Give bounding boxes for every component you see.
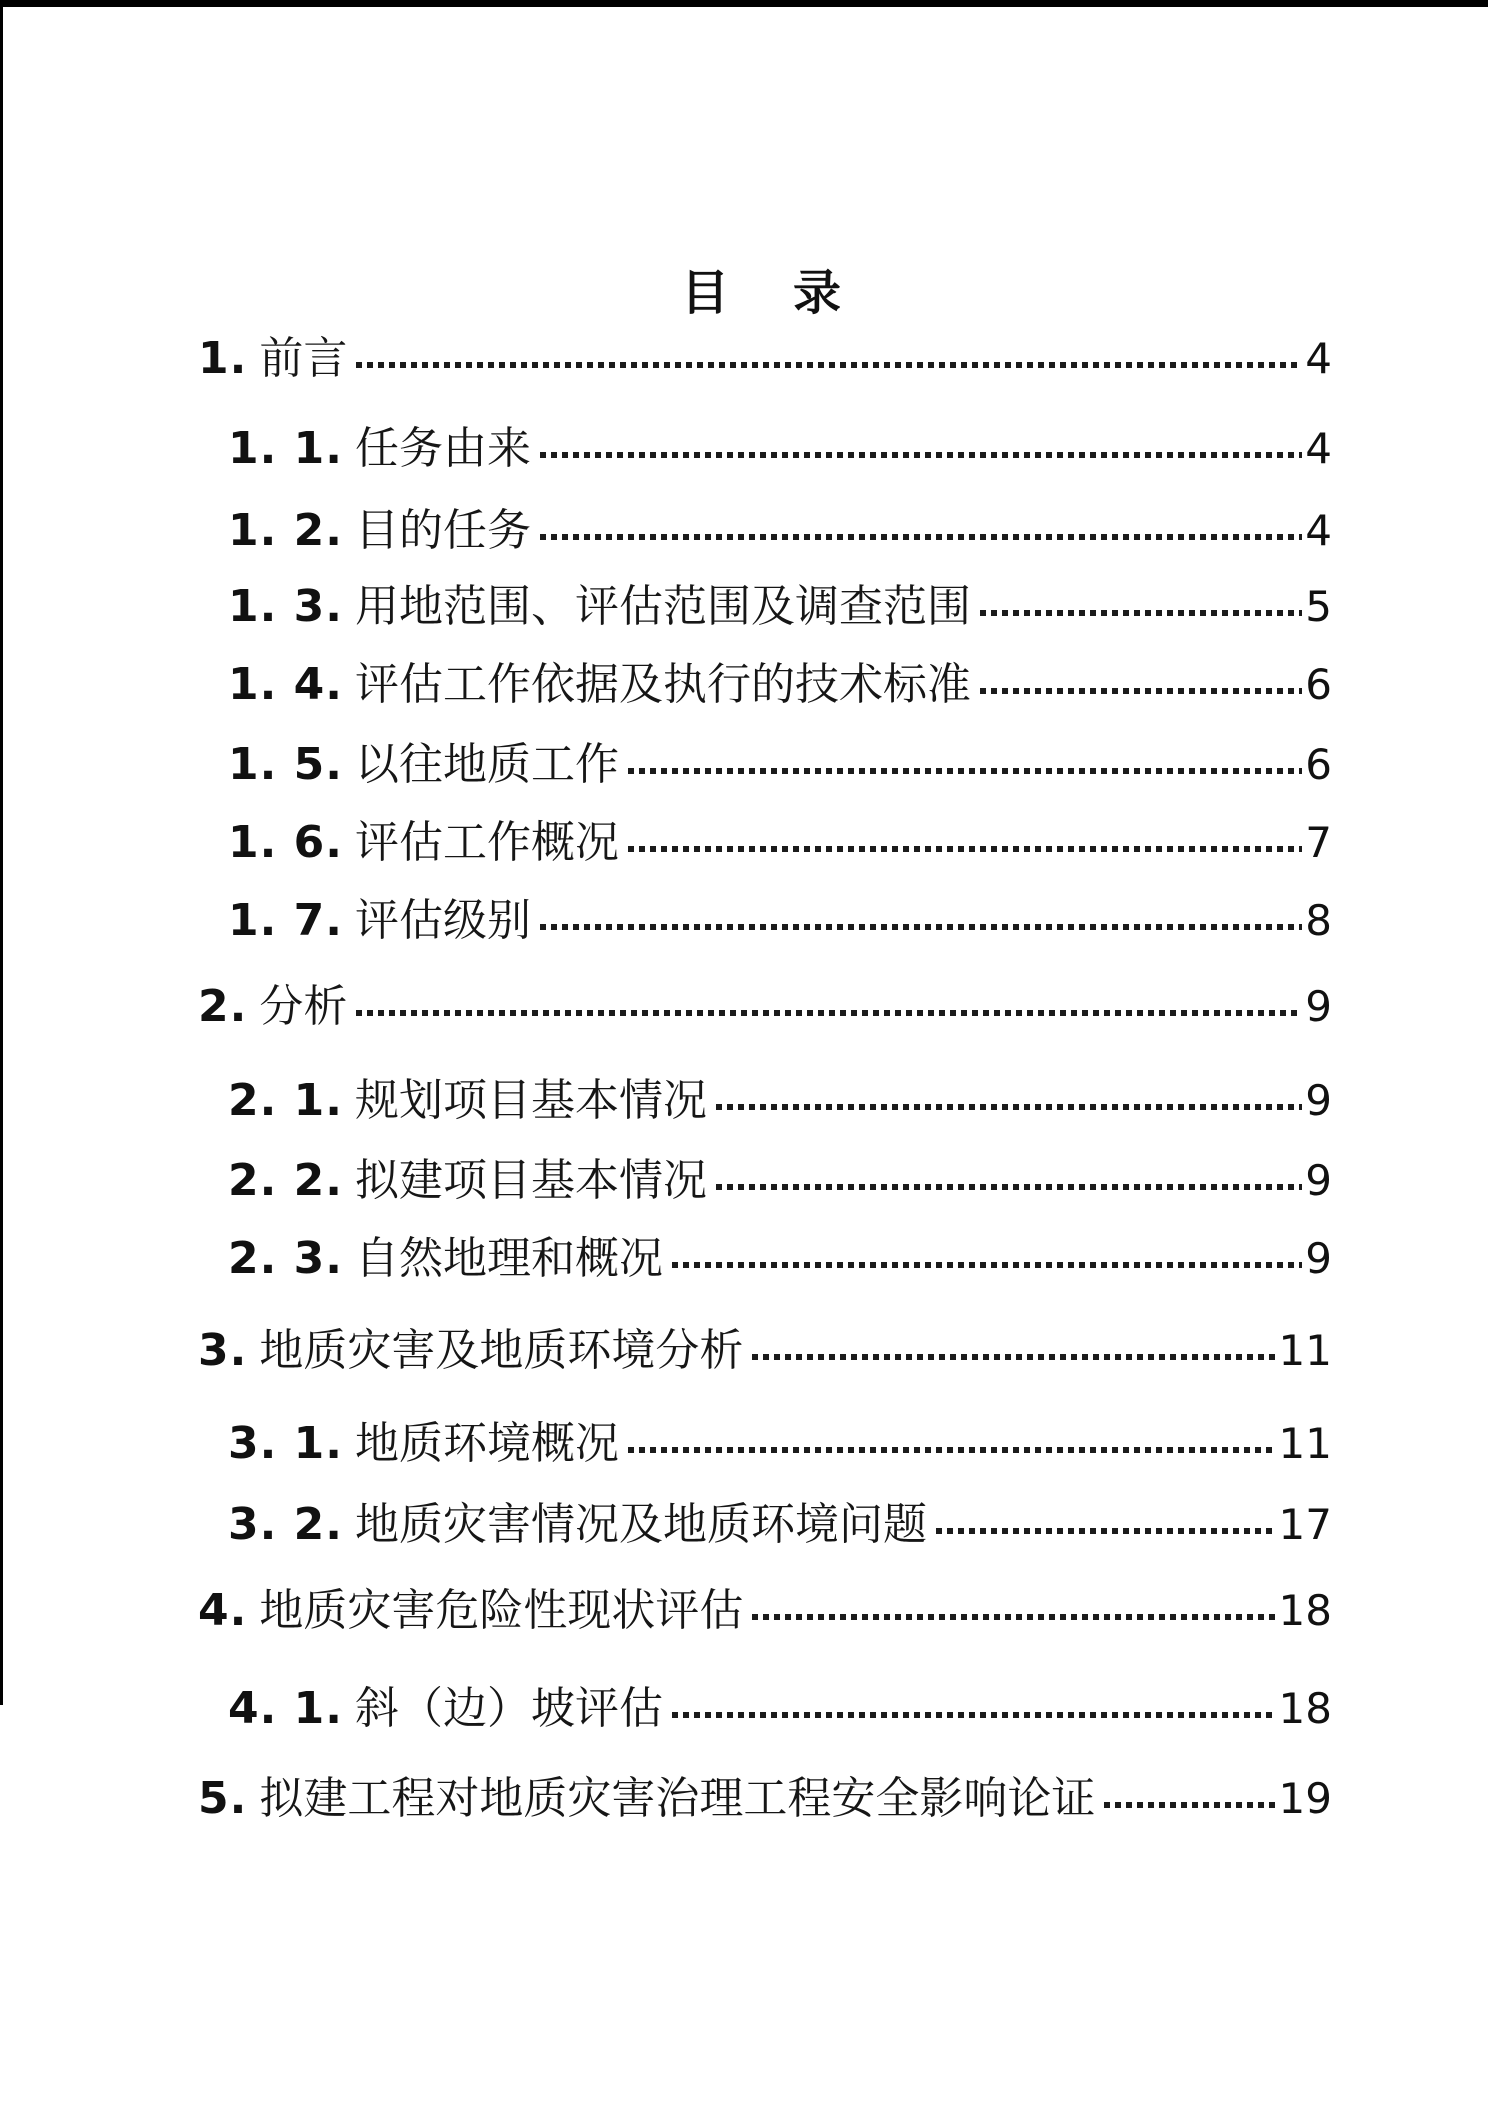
- dot-leader: [936, 1528, 1276, 1534]
- toc-entry-number: 2. 3.: [228, 1233, 343, 1284]
- toc-page-number: 9: [1305, 982, 1332, 1031]
- toc-entry-number: 4.: [198, 1585, 248, 1636]
- toc-page-number: 11: [1278, 1326, 1332, 1375]
- toc-entry-label: 评估工作依据及执行的技术标准: [354, 659, 971, 710]
- toc-entry-number: 1. 3.: [228, 581, 343, 632]
- toc-entry-label: 评估级别: [354, 895, 531, 946]
- scan-artifact-top-bar: [0, 0, 1488, 7]
- toc-entry-label: 用地范围、评估范围及调查范围: [354, 581, 971, 632]
- toc-entry-label: 分析: [259, 981, 348, 1032]
- toc-entry-label: 地质环境概况: [354, 1418, 619, 1469]
- toc-entry-5: [198, 1762, 1332, 1824]
- toc-entry-number: 3. 1.: [228, 1418, 343, 1469]
- dot-leader: [672, 1262, 1302, 1268]
- toc-entry-number: 4. 1.: [228, 1683, 343, 1734]
- toc-entry-number: 1.: [198, 333, 248, 384]
- toc-entry-3: [198, 1314, 1332, 1376]
- toc-entry-number: 5.: [198, 1773, 248, 1824]
- dot-leader: [628, 846, 1302, 852]
- toc-page-number: 4: [1305, 506, 1332, 555]
- toc-entry-label: 斜（边）坡评估: [354, 1683, 663, 1734]
- toc-entry-label: 前言: [259, 333, 348, 384]
- dot-leader: [1104, 1802, 1275, 1808]
- toc-entry-1-7: [228, 884, 1332, 946]
- toc-page-number: 9: [1305, 1076, 1332, 1125]
- dot-leader: [752, 1354, 1275, 1360]
- toc-page-number: 18: [1278, 1684, 1332, 1733]
- toc-page-number: 9: [1305, 1156, 1332, 1205]
- toc-entry-1-1: [228, 412, 1332, 474]
- toc-entry-number: 1. 1.: [228, 423, 343, 474]
- toc-entry-2-1: [228, 1064, 1332, 1126]
- toc-entry-1-6: [228, 806, 1332, 868]
- toc-entry-number: 3.: [198, 1325, 248, 1376]
- toc-entry-number: 1. 5.: [228, 739, 343, 790]
- dot-leader: [628, 768, 1302, 774]
- toc-page-number: 7: [1305, 818, 1332, 867]
- toc-page-number: 4: [1305, 424, 1332, 473]
- toc-entry-number: 3. 2.: [228, 1499, 343, 1550]
- toc-page-number: 11: [1278, 1419, 1332, 1468]
- toc-entry-1-5: [228, 728, 1332, 790]
- toc-entry-3-2: [228, 1488, 1332, 1550]
- toc-entry-label: 评估工作概况: [354, 817, 619, 868]
- dot-leader: [540, 924, 1302, 930]
- toc-entry-label: 任务由来: [354, 423, 531, 474]
- toc-page-number: 18: [1278, 1586, 1332, 1635]
- toc-entry-2: [198, 970, 1332, 1032]
- toc-page-number: 6: [1305, 740, 1332, 789]
- toc-page-number: 9: [1305, 1234, 1332, 1283]
- toc-entry-1: [198, 322, 1332, 384]
- toc-entry-4-1: [228, 1672, 1332, 1734]
- dot-leader: [356, 362, 1302, 368]
- toc-entry-1-4: [228, 648, 1332, 710]
- toc-entry-label: 目的任务: [354, 505, 531, 556]
- toc-page-number: 17: [1278, 1500, 1332, 1549]
- toc-page-number: 4: [1305, 334, 1332, 383]
- toc-page-number: 19: [1278, 1774, 1332, 1823]
- toc-page-number: 8: [1305, 896, 1332, 945]
- dot-leader: [980, 610, 1302, 616]
- toc-entry-label: 地质灾害及地质环境分析: [259, 1325, 744, 1376]
- toc-page-number: 5: [1305, 582, 1332, 631]
- toc-entry-2-2: [228, 1144, 1332, 1206]
- toc-page-number: 6: [1305, 660, 1332, 709]
- dot-leader: [980, 688, 1302, 694]
- toc-entry-label: 地质灾害情况及地质环境问题: [354, 1499, 927, 1550]
- dot-leader: [716, 1104, 1302, 1110]
- toc-entry-label: 自然地理和概况: [354, 1233, 663, 1284]
- toc-entry-label: 地质灾害危险性现状评估: [259, 1585, 744, 1636]
- dot-leader: [356, 1010, 1302, 1016]
- dot-leader: [628, 1447, 1276, 1453]
- scan-artifact-left-line: [0, 0, 3, 1705]
- toc-entry-3-1: [228, 1407, 1332, 1469]
- toc-entry-number: 1. 4.: [228, 659, 343, 710]
- toc-entry-label: 以往地质工作: [354, 739, 619, 790]
- toc-entry-4: [198, 1574, 1332, 1636]
- toc-entry-1-2: [228, 494, 1332, 556]
- dot-leader: [716, 1184, 1302, 1190]
- toc-entry-1-3: [228, 570, 1332, 632]
- dot-leader: [752, 1614, 1275, 1620]
- toc-entry-number: 2.: [198, 981, 248, 1032]
- toc-entry-label: 规划项目基本情况: [354, 1075, 707, 1126]
- toc-entry-number: 1. 2.: [228, 505, 343, 556]
- dot-leader: [540, 534, 1302, 540]
- page-title: 目 录: [680, 265, 849, 322]
- toc-entry-2-3: [228, 1222, 1332, 1284]
- toc-entry-label: 拟建工程对地质灾害治理工程安全影响论证: [259, 1773, 1096, 1824]
- dot-leader: [540, 452, 1302, 458]
- toc-entry-number: 1. 7.: [228, 895, 343, 946]
- toc-entry-number: 2. 2.: [228, 1155, 343, 1206]
- dot-leader: [672, 1712, 1276, 1718]
- toc-entry-label: 拟建项目基本情况: [354, 1155, 707, 1206]
- toc-entry-number: 1. 6.: [228, 817, 343, 868]
- toc-entry-number: 2. 1.: [228, 1075, 343, 1126]
